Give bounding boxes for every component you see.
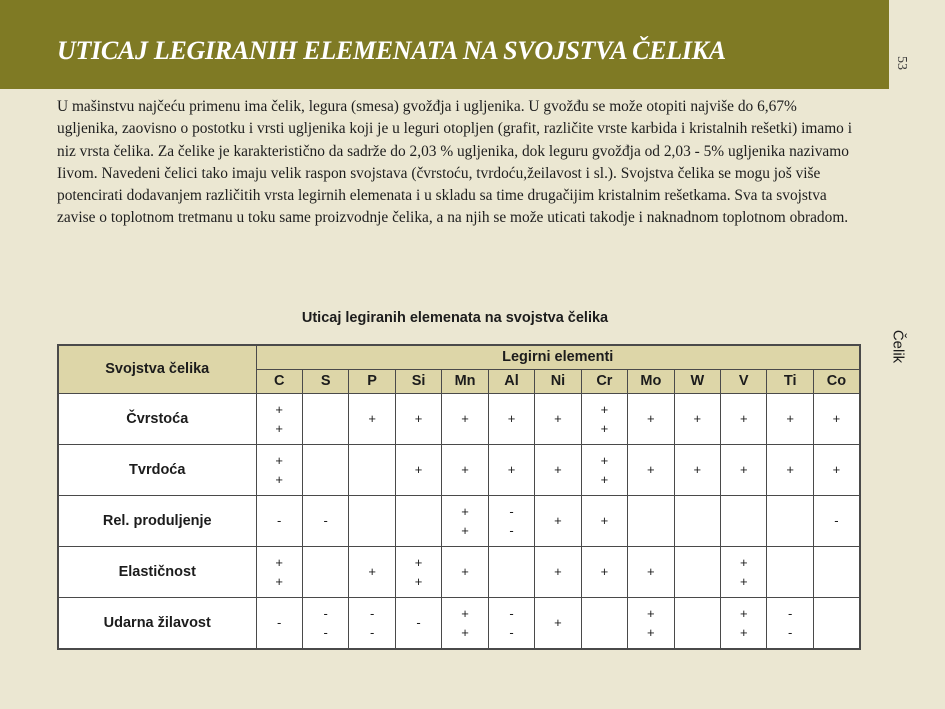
effect-mark: +	[461, 564, 469, 579]
effect-cell	[442, 597, 488, 649]
effect-mark: -	[323, 624, 328, 640]
effect-mark: -	[788, 605, 793, 621]
element-header-v: V	[721, 369, 767, 393]
property-name: Rel. produljenje	[58, 495, 256, 546]
effect-cell	[395, 597, 441, 649]
effect-cell	[488, 495, 534, 546]
effect-mark: +	[739, 411, 748, 426]
effect-cell	[302, 444, 348, 495]
element-header-s: S	[302, 369, 348, 393]
effect-cell	[813, 393, 860, 444]
chapter-side-label: Čelik	[889, 329, 907, 364]
effect-cell	[349, 546, 395, 597]
element-header-mn: Mn	[442, 369, 488, 393]
effect-cell	[674, 393, 720, 444]
effect-cell	[674, 444, 720, 495]
effect-mark: +	[275, 452, 284, 468]
property-column-header: Svojstva čelika	[58, 345, 256, 393]
element-header-cr: Cr	[581, 369, 627, 393]
effect-mark: -	[323, 513, 328, 528]
effect-mark: -	[323, 605, 328, 621]
effect-cell	[256, 393, 302, 444]
effect-cell	[721, 444, 767, 495]
effect-cell	[349, 495, 395, 546]
effect-mark: +	[647, 605, 655, 621]
effect-cell	[721, 546, 767, 597]
effect-cell	[674, 495, 720, 546]
effect-cell	[535, 495, 581, 546]
property-name: Udarna žilavost	[58, 597, 256, 649]
effect-mark: -	[369, 624, 375, 640]
effect-mark: +	[554, 462, 562, 477]
effect-mark: +	[461, 624, 469, 640]
effect-cell	[581, 444, 627, 495]
effect-cell	[628, 597, 674, 649]
effect-cell	[302, 597, 348, 649]
effect-mark: -	[788, 624, 793, 640]
effect-cell	[395, 393, 441, 444]
effect-cell	[442, 546, 488, 597]
effect-mark: +	[275, 471, 284, 487]
effect-mark: +	[600, 401, 609, 417]
effect-cell	[628, 495, 674, 546]
effect-cell	[442, 393, 488, 444]
effect-cell	[581, 597, 627, 649]
effect-mark: +	[693, 462, 702, 477]
page-header	[0, 0, 889, 89]
effect-cell	[628, 393, 674, 444]
effect-cell	[256, 597, 302, 649]
effect-cell	[628, 444, 674, 495]
element-header-si: Si	[395, 369, 441, 393]
effect-mark: +	[647, 564, 655, 579]
effect-cell	[535, 444, 581, 495]
effect-mark: -	[416, 615, 421, 630]
effect-mark: +	[554, 411, 562, 426]
table-row	[58, 444, 860, 495]
element-header-p: P	[349, 369, 395, 393]
effect-mark: +	[507, 411, 516, 426]
effect-mark: +	[275, 554, 284, 570]
effect-cell	[256, 444, 302, 495]
effect-cell	[813, 444, 860, 495]
effect-cell	[767, 546, 813, 597]
effect-cell	[349, 393, 395, 444]
element-header-c: C	[256, 369, 302, 393]
effect-cell	[767, 393, 813, 444]
effect-mark: +	[554, 564, 562, 579]
effect-cell	[535, 597, 581, 649]
effect-mark: -	[369, 605, 375, 621]
property-name: Čvrstoća	[58, 393, 256, 444]
effect-mark: -	[509, 522, 514, 538]
effect-cell	[395, 444, 441, 495]
effect-mark: +	[414, 554, 423, 570]
property-name: Tvrdoća	[58, 444, 256, 495]
effect-mark: +	[600, 452, 609, 468]
elements-group-header: Legirni elementi	[256, 345, 860, 369]
table-caption: Uticaj legiranih elemenata na svojstva čelika	[301, 310, 609, 326]
effect-mark: +	[647, 624, 655, 640]
effect-mark: +	[275, 573, 284, 589]
element-header-ni: Ni	[535, 369, 581, 393]
effect-mark: -	[509, 503, 514, 519]
effect-mark: +	[461, 462, 469, 477]
effect-cell	[813, 597, 860, 649]
effect-cell	[349, 444, 395, 495]
effect-mark: +	[739, 573, 748, 589]
effect-mark: +	[414, 462, 423, 477]
element-header-al: Al	[488, 369, 534, 393]
effect-mark: +	[739, 605, 748, 621]
effect-cell	[581, 546, 627, 597]
effect-cell	[674, 546, 720, 597]
effect-mark: +	[739, 624, 748, 640]
effect-cell	[488, 597, 534, 649]
effect-cell	[302, 546, 348, 597]
page-number: 53	[894, 56, 909, 70]
intro-paragraph: U mašinstvu najčeću primenu ima čelik, legura (smesa) gvožđja i ugljenika. U gvožđu se može otopiti najviše do 6,67% ugljenika, zaovisno o postotku i vrsti ugljenika koji je u leguri otopljen (grafit, različite vrste karbida i kristalnih rešetki) imamo i niz vrsta čelika. Za čelike je karakteristično da sadrže do 2,03 % ugljenika, dok leguru gvožđja od 2,03 - 5% ugljenika nazivamo Iivom. Navedeni čelici tako imaju velik raspon svojstava (čvrstoću, tvrdoću,žeilavost i sl.). Svojstva čelika se mogu još više potencirati dodavanjem različitih vrsta legirnih elemenata i u skladu sa time drugačijim kristalnim rešetkama. Sva ta svojstva zavise o toplotnom tretmanu u toku same proizvodnje čelika, a na njih se može uticati takodje i naknadnom toplotnom obradom.	[57, 98, 852, 227]
effect-mark: +	[461, 522, 469, 538]
effect-mark: +	[507, 462, 516, 477]
element-header-co: Co	[813, 369, 860, 393]
effect-cell	[813, 546, 860, 597]
page-title: UTICAJ LEGIRANIH ELEMENATA NA SVOJSTVA ČELIKA	[57, 36, 726, 65]
table-row	[58, 546, 860, 597]
effect-mark: +	[600, 471, 609, 487]
effect-cell	[767, 495, 813, 546]
effect-cell	[767, 597, 813, 649]
effect-mark: +	[275, 401, 284, 417]
effect-mark: +	[554, 513, 562, 528]
effect-cell	[395, 495, 441, 546]
effect-mark: +	[786, 411, 794, 426]
effect-cell	[628, 546, 674, 597]
effect-cell	[488, 546, 534, 597]
effect-cell	[581, 495, 627, 546]
effect-mark: +	[368, 564, 376, 579]
effect-cell	[442, 495, 488, 546]
effect-mark: +	[739, 554, 748, 570]
effect-mark: +	[461, 503, 469, 519]
effect-cell	[535, 393, 581, 444]
effect-cell	[302, 393, 348, 444]
effect-mark: +	[554, 615, 562, 630]
effect-mark: +	[275, 420, 284, 436]
effect-mark: +	[832, 411, 841, 426]
effect-cell	[767, 444, 813, 495]
effect-mark: +	[368, 411, 376, 426]
table-row	[58, 597, 860, 649]
effect-mark: +	[414, 573, 423, 589]
effect-cell	[721, 393, 767, 444]
effect-cell	[488, 444, 534, 495]
effect-mark: +	[600, 420, 609, 436]
effect-mark: +	[832, 462, 841, 477]
effect-cell	[442, 444, 488, 495]
effect-cell	[535, 546, 581, 597]
effect-mark: +	[786, 462, 794, 477]
effect-mark: -	[277, 513, 282, 528]
effect-mark: -	[277, 615, 282, 630]
effect-mark: -	[509, 624, 514, 640]
effect-cell	[721, 495, 767, 546]
table-row	[58, 393, 860, 444]
effect-cell	[349, 597, 395, 649]
effect-mark: +	[600, 513, 609, 528]
effect-cell	[581, 393, 627, 444]
effect-mark: -	[834, 513, 839, 528]
effect-cell	[813, 495, 860, 546]
effect-mark: +	[647, 462, 655, 477]
effect-cell	[302, 495, 348, 546]
effect-mark: -	[509, 605, 514, 621]
effect-mark: +	[647, 411, 655, 426]
table-body	[58, 393, 860, 649]
alloy-properties-table	[57, 344, 861, 650]
effect-cell	[674, 597, 720, 649]
effect-cell	[256, 546, 302, 597]
effect-mark: +	[461, 411, 469, 426]
effect-mark: +	[693, 411, 702, 426]
element-header-mo: Mo	[628, 369, 674, 393]
effect-cell	[488, 393, 534, 444]
effect-cell	[395, 546, 441, 597]
property-name: Elastičnost	[58, 546, 256, 597]
effect-cell	[721, 597, 767, 649]
effect-mark: +	[739, 462, 748, 477]
effect-cell	[256, 495, 302, 546]
table-row	[58, 495, 860, 546]
element-header-ti: Ti	[767, 369, 813, 393]
element-header-w: W	[674, 369, 720, 393]
effect-mark: +	[414, 411, 423, 426]
effect-mark: +	[600, 564, 609, 579]
effect-mark: +	[461, 605, 469, 621]
